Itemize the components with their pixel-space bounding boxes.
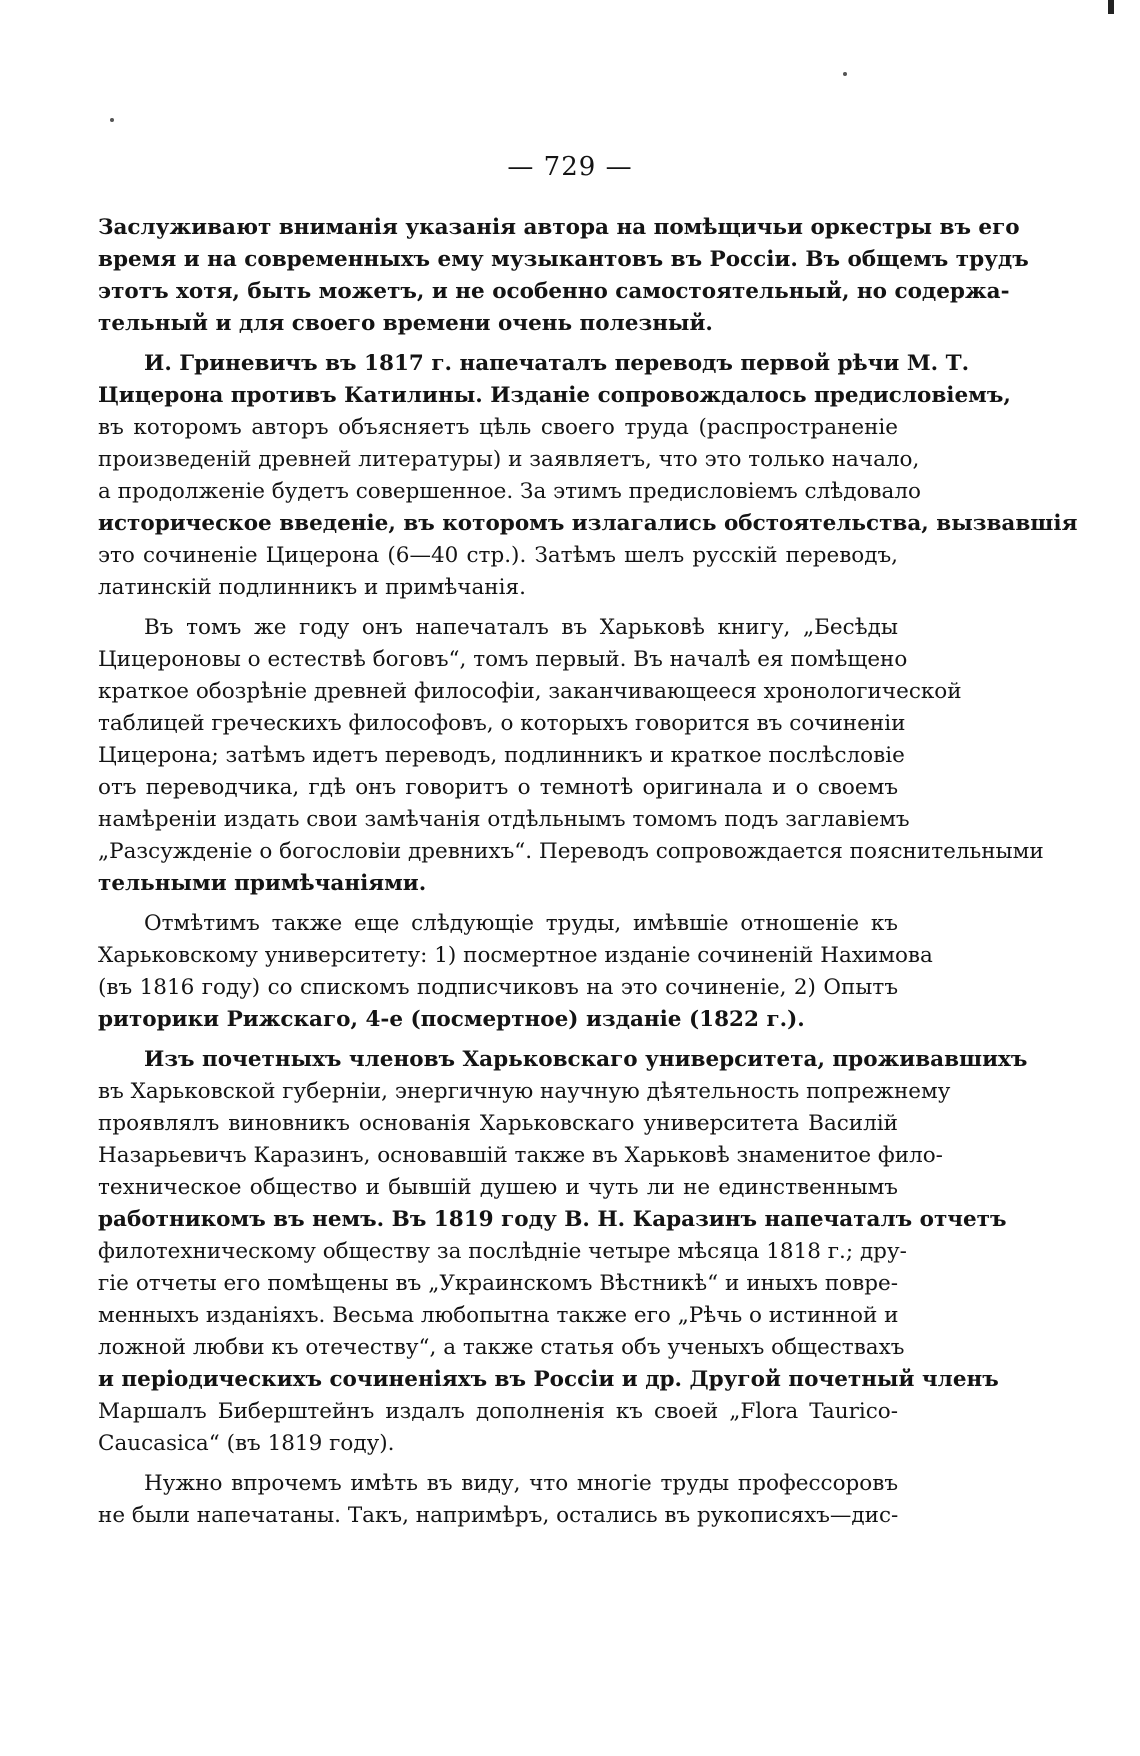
text-line: Въ томъ же году онъ напечаталъ въ Харьковѣ книгу, „Бесѣды (144, 615, 898, 640)
text-line: Цицерона противъ Катилины. Изданіе сопровождалось предисловіемъ, (98, 383, 1011, 408)
text-line: техническое общество и бывшій душею и чуть ли не единственнымъ (98, 1175, 898, 1200)
paragraph-4 (98, 908, 933, 1036)
text-line: гіе отчеты его помѣщены въ „Украинскомъ Вѣстникѣ“ и иныхъ повре- (98, 1271, 898, 1296)
paragraph-1 (98, 212, 1029, 340)
text-line: „Разсужденіе о богословіи древнихъ“. Переводъ сопровождается пояснительными (98, 839, 1044, 864)
text-line: этотъ хотя, быть можетъ, и не особенно самостоятельный, но содержа- (98, 279, 1010, 304)
text-line: тельный и для своего времени очень полезный. (98, 311, 713, 336)
text-line: работникомъ въ немъ. Въ 1819 году В. Н. Каразинъ напечаталъ отчетъ (98, 1207, 1007, 1232)
text-line: тельными примѣчаніями. (98, 871, 427, 896)
text-line: филотехническому обществу за послѣдніе четыре мѣсяца 1818 г.; дру- (98, 1239, 907, 1264)
text-line: Цицероновы о естествѣ боговъ“, томъ первый. Въ началѣ ея помѣщено (98, 647, 908, 672)
text-line: не были напечатаны. Такъ, напримѣръ, остались въ рукописяхъ—дис- (98, 1503, 899, 1528)
text-line: Нужно впрочемъ имѣть въ виду, что многіе труды профессоровъ (144, 1471, 898, 1496)
text-line: время и на современныхъ ему музыкантовъ въ Россіи. Въ общемъ трудъ (98, 247, 1029, 272)
text-line: историческое введеніе, въ которомъ излагались обстоятельства, вызвавшія (98, 511, 1078, 536)
page-number: — 729 — (507, 152, 633, 182)
text-line: произведеній древней литературы) и заявляетъ, что это только начало, (98, 447, 920, 472)
scan-speck (110, 118, 114, 122)
text-line: (въ 1816 году) со спискомъ подписчиковъ на это сочиненіе, 2) Опытъ (98, 975, 898, 1000)
text-line: Caucasica“ (въ 1819 году). (98, 1431, 395, 1456)
text-line: Заслуживают вниманія указанія автора на помѣщичьи оркестры въ его (98, 215, 1020, 240)
text-line: менныхъ изданіяхъ. Весьма любопытна также его „Рѣчь о истинной и (98, 1303, 899, 1328)
text-line: Цицерона; затѣмъ идетъ переводъ, подлинникъ и краткое послѣсловіе (98, 743, 905, 768)
paragraph-3 (98, 612, 1044, 900)
text-line: риторики Рижскаго, 4-е (посмертное) изданіе (1822 г.). (98, 1007, 805, 1032)
text-line: намѣреніи издать свои замѣчанія отдѣльнымъ томомъ подъ заглавіемъ (98, 807, 910, 832)
paragraph-2 (98, 348, 1078, 604)
paragraph-5 (98, 1044, 1028, 1460)
scan-speck (843, 72, 847, 76)
text-line: отъ переводчика, гдѣ онъ говоритъ о темнотѣ оригинала и о своемъ (98, 775, 898, 800)
text-line: ложной любви къ отечеству“, а также статья объ ученыхъ обществахъ (98, 1335, 905, 1360)
text-line: а продолженіе будетъ совершенное. За этимъ предисловіемъ слѣдовало (98, 479, 921, 504)
text-line: краткое обозрѣніе древней философіи, заканчивающееся хронологической (98, 679, 962, 704)
text-line: Изъ почетныхъ членовъ Харьковскаго университета, проживавшихъ (144, 1047, 1028, 1072)
text-line: таблицей греческихъ философовъ, о которыхъ говорится въ сочиненіи (98, 711, 906, 736)
text-line: И. Гриневичъ въ 1817 г. напечаталъ переводъ первой рѣчи М. Т. (144, 351, 970, 376)
text-line: Отмѣтимъ также еще слѣдующіе труды, имѣвшіе отношеніе къ (144, 911, 898, 936)
text-line: Харьковскому университету: 1) посмертное изданіе сочиненій Нахимова (98, 943, 933, 968)
text-line: въ которомъ авторъ объясняетъ цѣль своего труда (распространеніе (98, 415, 898, 440)
paragraph-6 (98, 1468, 898, 1532)
text-line: латинскій подлинникъ и примѣчанія. (98, 575, 526, 600)
text-line: проявлялъ виновникъ основанія Харьковскаго университета Василій (98, 1111, 898, 1136)
text-line: Назарьевичъ Каразинъ, основавшій также въ Харьковѣ знаменитое фило- (98, 1143, 943, 1168)
scan-edge-mark (1108, 0, 1114, 14)
body-text (98, 212, 1078, 1540)
text-line: въ Харьковской губерніи, энергичную научную дѣятельность попрежнему (98, 1079, 951, 1104)
text-line: и періодическихъ сочиненіяхъ въ Россіи и др. Другой почетный членъ (98, 1367, 999, 1392)
text-line: это сочиненіе Цицерона (6—40 стр.). Затѣмъ шелъ русскій переводъ, (98, 543, 898, 568)
text-line: Маршалъ Биберштейнъ издалъ дополненія къ своей „Flora Taurico- (98, 1399, 898, 1424)
